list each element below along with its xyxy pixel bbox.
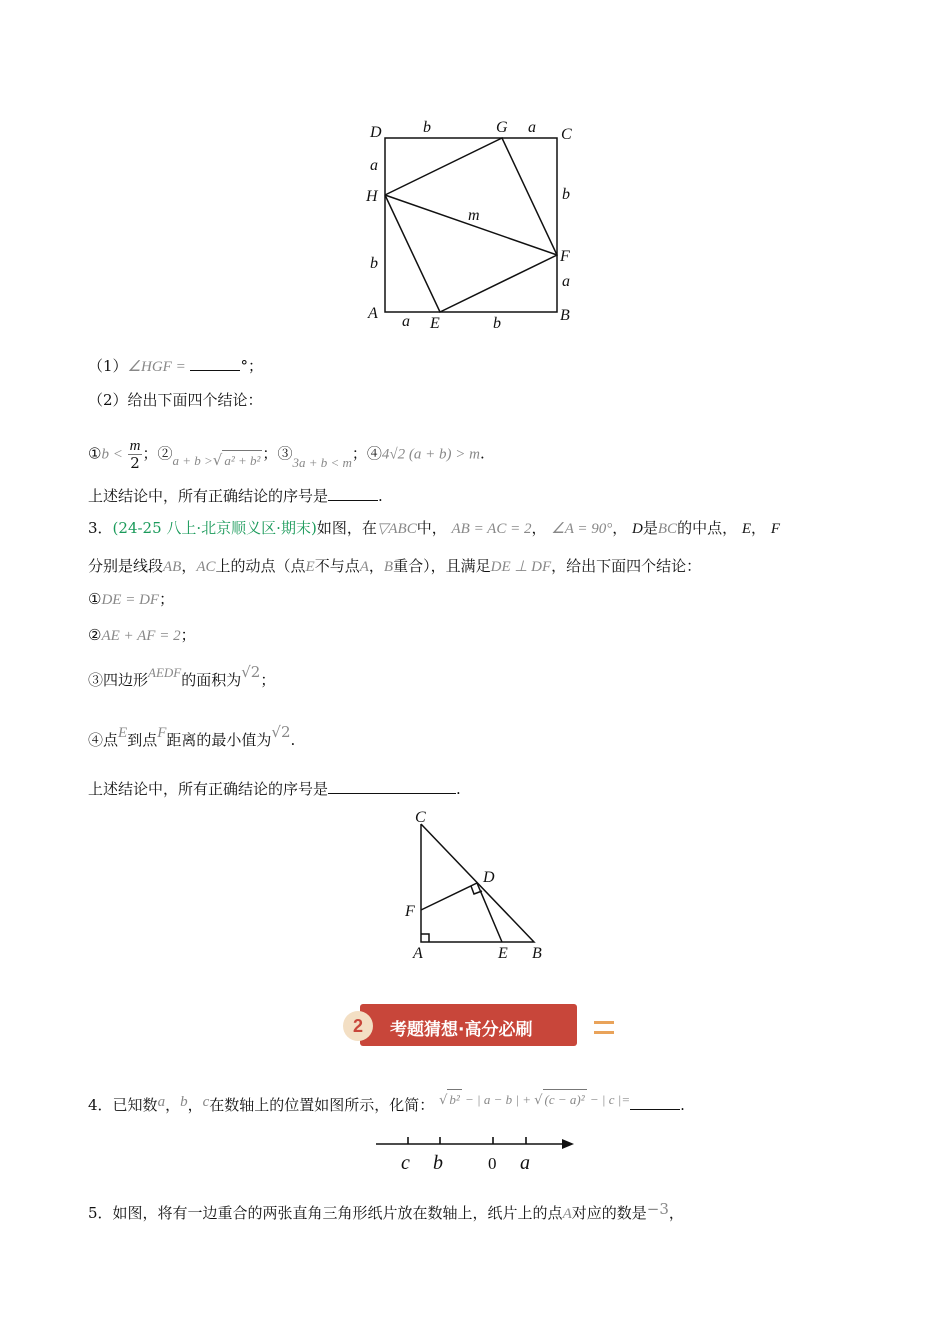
q4-number: 4． xyxy=(88,1096,113,1114)
q3-ab: AB xyxy=(163,559,182,575)
q2-sep-3: ； xyxy=(351,444,367,463)
q2-part2: （2）给出下面四个结论： xyxy=(88,391,263,409)
label-A: A xyxy=(413,945,423,962)
q3-line1 xyxy=(88,518,780,539)
label-C: C xyxy=(561,126,572,143)
q3-c4-text-c: 距离的最小值为 xyxy=(166,731,272,749)
q2-c4-end: . xyxy=(479,444,485,463)
label-B: B xyxy=(560,307,570,324)
label-E: E xyxy=(430,315,440,332)
q4-text: 4．已知数a，b，c在数轴上的位置如图所示，化简： √ b² − | a − b | + √ (c − a)² − | c |= . xyxy=(88,1093,685,1117)
q3-c3 xyxy=(88,663,276,691)
q3-c4-e: E xyxy=(118,725,128,741)
q3-c3-end: ； xyxy=(260,671,276,689)
q2-sep-1: ； xyxy=(142,444,158,463)
side-left-b: b xyxy=(370,255,378,272)
q4-c: c xyxy=(202,1094,210,1110)
q3-c3-text-b: 的面积为 xyxy=(181,671,242,689)
q2-c3-expr: 3a + b < m xyxy=(292,454,352,470)
axis-c: c xyxy=(401,1152,410,1174)
q2-sep-2: ； xyxy=(262,444,278,463)
q4-sep1: ， xyxy=(165,1096,181,1114)
q3-text-2c: 上的动点（点 xyxy=(215,557,306,575)
q3-line2 xyxy=(88,556,701,577)
q3-c3-quad: AEDF xyxy=(148,665,182,680)
q5-text-b: 对应的数是 xyxy=(571,1204,647,1222)
q2-c1-num: m xyxy=(129,438,141,454)
q2-c1-expr: b < xyxy=(101,446,123,463)
q3-eq2: ∠A = 90° xyxy=(551,521,613,537)
label-F: F xyxy=(560,248,570,265)
banner-stripe-icon-2 xyxy=(594,1031,614,1034)
q3-perp: DE ⊥ DF xyxy=(490,559,552,575)
label-D: D xyxy=(370,124,382,141)
q3-comma: ， xyxy=(751,519,767,537)
q3-text-2d: 不与点 xyxy=(314,557,360,575)
q5-value: −3 xyxy=(646,1200,669,1218)
axis-zero: 0 xyxy=(488,1154,497,1173)
q3-c1-expr: DE = DF xyxy=(101,592,160,608)
q4-text-b: 在数轴上的位置如图所示，化简： xyxy=(209,1096,435,1114)
q2-c1-den: 2 xyxy=(130,454,140,472)
side-right-a: a xyxy=(562,273,570,290)
q2-conclusion-line xyxy=(88,484,383,506)
q2-part1 xyxy=(88,354,263,377)
q3-conclusion-text: 上述结论中，所有正确结论的序号是 xyxy=(88,780,329,798)
label-F: F xyxy=(405,903,415,920)
q2-conclusions: ①b < $\frac{m}{2}$ ；②a + b >√ a² + b² ；③3a + b < m；④4√2 (a + b) > m. xyxy=(88,438,485,472)
q3-c2-expr: AE + AF = 2 xyxy=(101,628,181,644)
q3-d: D xyxy=(632,521,643,537)
q2-c1-mark: ① xyxy=(88,444,102,463)
q3-b2: B xyxy=(383,559,394,575)
q3-c4-text-a: ④点 xyxy=(88,731,119,749)
q3-c3-val: √2 xyxy=(241,663,261,681)
axis-a: a xyxy=(520,1152,530,1174)
q3-c4 xyxy=(88,723,296,751)
q3-c4-f: F xyxy=(157,725,167,741)
q3-source[interactable]: (24-25 八上·北京顺义区·期末) xyxy=(112,519,317,537)
q3-bc: BC xyxy=(657,521,678,537)
q3-conclusion-end: . xyxy=(456,780,461,798)
section-title: 考题猜想·高分必刷 xyxy=(390,1020,533,1040)
q2-c4-mark: ④ xyxy=(366,444,382,463)
q3-e2: E xyxy=(305,559,315,575)
label-H: H xyxy=(366,188,378,205)
q2-c3-mark: ③ xyxy=(277,444,293,463)
q5-end: ， xyxy=(668,1204,684,1222)
q4-sep2: ， xyxy=(187,1096,203,1114)
answer-blank-4[interactable] xyxy=(630,1093,680,1110)
q2-conclusion-end: . xyxy=(378,487,383,505)
q3-ac: AC xyxy=(196,559,216,575)
q5-number: 5． xyxy=(88,1204,113,1222)
q5-point-a: A xyxy=(562,1206,572,1222)
q3-text-2b: ， xyxy=(181,557,197,575)
q2-c2-expr: a + b > xyxy=(172,452,213,468)
q4-end: . xyxy=(680,1096,685,1114)
q4-expr4: − | c |= xyxy=(586,1092,631,1107)
q4-expr2: − | a − b | + xyxy=(461,1092,535,1107)
answer-blank-1[interactable] xyxy=(190,354,240,371)
q3-c3-text-a: ③四边形 xyxy=(88,671,149,689)
q5-text xyxy=(88,1200,684,1224)
q3-c1 xyxy=(88,589,174,610)
q3-c1-mark: ① xyxy=(88,590,102,608)
answer-blank-2[interactable] xyxy=(328,484,378,501)
q3-c4-val: √2 xyxy=(271,723,291,741)
q2-part1-num: （1） xyxy=(88,357,128,375)
q4-a: a xyxy=(157,1094,166,1110)
q2-c1-fraction xyxy=(128,438,143,471)
label-E: E xyxy=(498,945,508,962)
side-left-a: a xyxy=(370,157,378,174)
q3-text-1e: 是 xyxy=(642,519,658,537)
q3-text-1b: 中， xyxy=(416,519,447,537)
q4-expr3: (c − a)² xyxy=(543,1089,587,1110)
square-figure xyxy=(360,112,590,332)
number-line xyxy=(370,1130,580,1174)
label-A: A xyxy=(368,305,378,322)
q3-c4-end: . xyxy=(290,731,296,749)
q3-text-2e: ， xyxy=(368,557,384,575)
q4-text-a: 已知数 xyxy=(112,1096,158,1114)
q2-c2-sqrt: a² + b² xyxy=(222,450,262,471)
q3-text-1d: ， xyxy=(612,519,628,537)
q3-a2: A xyxy=(359,559,369,575)
q3-eq1: AB = AC = 2 xyxy=(451,521,532,537)
q2-part1-expr: ∠HGF = xyxy=(127,359,186,375)
q3-text-1f: 的中点， xyxy=(677,519,738,537)
section-number: 2 xyxy=(343,1011,373,1041)
side-right-b: b xyxy=(562,186,570,203)
side-top-b: b xyxy=(423,119,431,136)
q4-b: b xyxy=(180,1094,188,1110)
q5-text-a: 如图，将有一边重合的两张直角三角形纸片放在数轴上，纸片上的点 xyxy=(112,1204,563,1222)
q4-expr1: b² xyxy=(447,1089,461,1110)
side-bottom-a: a xyxy=(402,313,410,330)
side-bottom-b: b xyxy=(493,315,501,332)
q2-conclusion-text: 上述结论中，所有正确结论的序号是 xyxy=(88,487,329,505)
q3-text-2a: 分别是线段 xyxy=(88,557,164,575)
q3-text-1c: ， xyxy=(531,519,547,537)
q3-c4-text-b: 到点 xyxy=(127,731,158,749)
answer-blank-3[interactable] xyxy=(328,777,456,794)
q3-c2-mark: ② xyxy=(88,626,102,644)
q3-c2 xyxy=(88,625,196,646)
label-B: B xyxy=(532,945,542,962)
q3-text-1a: 如图，在 xyxy=(316,519,377,537)
q3-text-2f: 重合），且满足 xyxy=(393,557,491,575)
side-top-a: a xyxy=(528,119,536,136)
q2-c2-mark: ② xyxy=(157,444,173,463)
q3-number: 3． xyxy=(88,519,113,537)
label-D: D xyxy=(483,869,495,886)
q3-conclusion-line xyxy=(88,777,461,799)
label-C: C xyxy=(415,809,426,826)
label-G: G xyxy=(496,119,508,136)
q2-part1-suffix: °； xyxy=(240,357,263,375)
triangle-figure xyxy=(400,806,560,966)
q3-e: E xyxy=(741,521,752,537)
banner-stripe-icon xyxy=(594,1021,614,1024)
label-m: m xyxy=(468,207,480,224)
q3-c2-end: ； xyxy=(180,626,196,644)
q3-text-2g: ，给出下面四个结论： xyxy=(551,557,702,575)
q3-triangle: ▽ABC xyxy=(376,521,417,537)
q3-c1-end: ； xyxy=(159,590,175,608)
q3-f: F xyxy=(770,521,780,537)
q2-c4-expr: 4√2 (a + b) > m xyxy=(381,446,480,463)
axis-b: b xyxy=(433,1152,443,1174)
